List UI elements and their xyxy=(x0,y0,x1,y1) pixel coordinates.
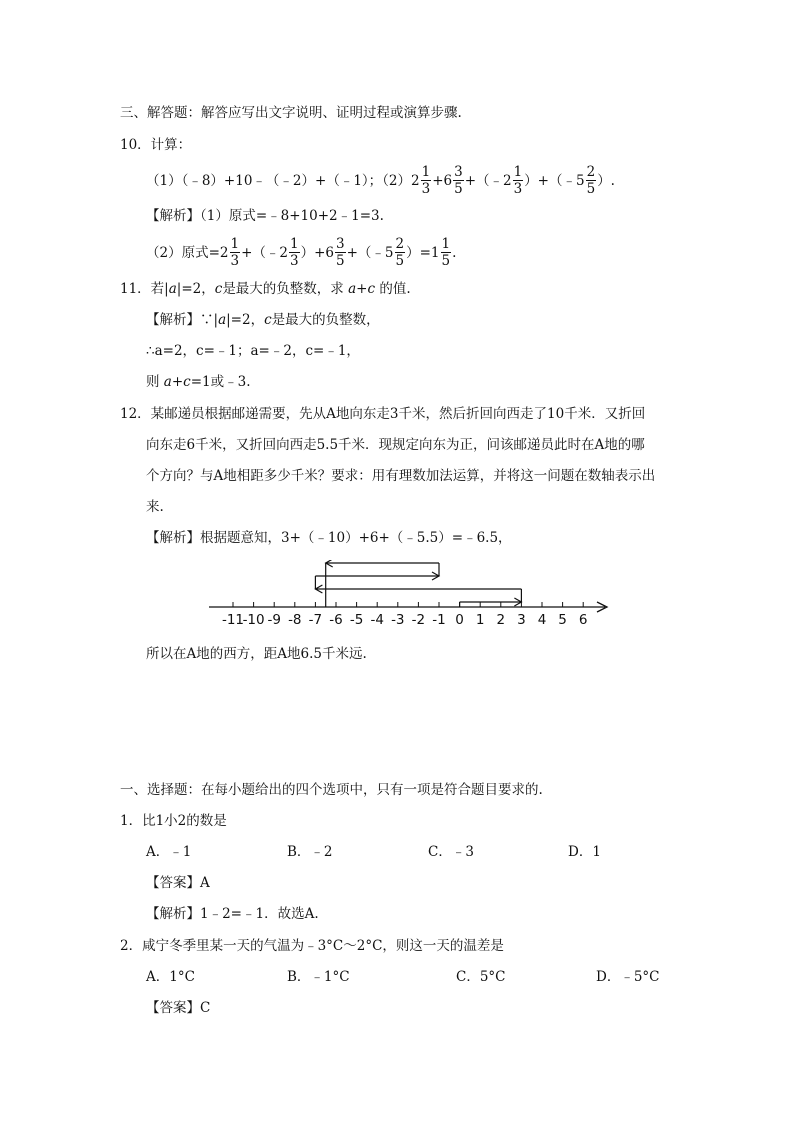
text: 【解析】∵| xyxy=(146,312,219,328)
tick-label: 0 xyxy=(455,612,464,628)
denominator: 5 xyxy=(441,253,451,269)
q12-solution-2: 所以在A地的西方，距A地6.5千米远. xyxy=(146,646,367,662)
tick-label: -1 xyxy=(432,612,446,628)
q11-solution-1 xyxy=(146,310,380,330)
tick-label: 2 xyxy=(496,612,506,628)
fraction xyxy=(513,164,524,197)
var-c: c xyxy=(264,312,272,328)
q12-line-4: 来. xyxy=(146,499,164,515)
numerator: 1 xyxy=(421,164,431,180)
q12-solution-1: 【解析】根据题意知，3+（﹣10）+6+（﹣5.5）=﹣6.5， xyxy=(146,530,512,546)
expr-a-plus-c: a+c xyxy=(163,374,191,390)
numerator: 1 xyxy=(441,236,451,252)
text: |=2， xyxy=(226,312,265,328)
denominator: 5 xyxy=(395,253,405,269)
fraction xyxy=(335,236,346,269)
denominator: 3 xyxy=(513,181,523,197)
q2-option-b: B．﹣1°C xyxy=(287,969,350,985)
tick-label: -3 xyxy=(391,612,405,628)
text: 的值. xyxy=(379,281,411,297)
text: 则 xyxy=(146,374,160,390)
q2-answer: 【答案】C xyxy=(146,1000,211,1016)
q10-answer-2 xyxy=(146,236,456,269)
mixed-fraction xyxy=(411,164,432,197)
fraction xyxy=(441,236,452,269)
tick-label: 4 xyxy=(537,612,547,628)
tick-label: -8 xyxy=(288,612,302,628)
whole-part: 2 xyxy=(411,172,420,189)
operator: ）. xyxy=(597,172,615,189)
numerator: 3 xyxy=(454,164,463,180)
expr-a-plus-c: a+c xyxy=(348,281,376,297)
q12-line-1: 12．某邮递员根据邮递需要，先从A地向东走3千米，然后折回向西走了10千米．又折回 xyxy=(120,406,646,422)
tick-label: 5 xyxy=(558,612,567,628)
tick-label: -7 xyxy=(308,612,323,628)
fraction xyxy=(421,164,432,197)
tick-label: -2 xyxy=(411,612,426,628)
tick-label: 6 xyxy=(578,612,588,628)
fraction xyxy=(289,236,300,269)
tick-label: 1 xyxy=(475,612,485,628)
q12-line-3: 个方向？与A地相距多少千米？要求：用有理数加法运算，并将这一问题在数轴表示出 xyxy=(146,468,656,484)
numerator: 1 xyxy=(290,236,299,252)
var-a: a xyxy=(168,281,177,297)
denominator: 3 xyxy=(421,181,431,197)
fraction xyxy=(453,164,464,197)
tick-label: -6 xyxy=(329,612,343,628)
text: 是最大的负整数， xyxy=(271,312,380,328)
var-c: c xyxy=(214,281,223,297)
section3-heading: 三、解答题：解答应写出文字说明、证明过程或演算步骤. xyxy=(120,105,462,121)
operator: . xyxy=(452,244,457,261)
q1-analysis: 【解析】1﹣2=﹣1．故选A. xyxy=(146,906,319,922)
operator: +（﹣5 xyxy=(346,244,394,261)
operator: ）+（﹣5 xyxy=(524,172,585,189)
denominator: 5 xyxy=(586,181,596,197)
numerator: 1 xyxy=(230,236,240,252)
q1-option-d: D．1 xyxy=(568,844,601,860)
operator: ）=1 xyxy=(406,244,440,261)
tick-label: -10 xyxy=(242,612,265,628)
operator: +（﹣2 xyxy=(464,172,512,189)
fraction xyxy=(395,236,406,269)
denominator: 5 xyxy=(336,253,345,269)
denominator: 5 xyxy=(454,181,463,197)
var-a: a xyxy=(218,312,227,328)
q1-question: 1．比1小2的数是 xyxy=(120,813,227,829)
operator: ）+6 xyxy=(300,244,334,261)
numerator: 2 xyxy=(395,236,405,252)
section1-heading: 一、选择题：在每小题给出的四个选项中，只有一项是符合题目要求的. xyxy=(120,782,543,798)
q2-option-d: D．﹣5°C xyxy=(596,969,660,985)
numerator: 1 xyxy=(513,164,523,180)
tick-label: -4 xyxy=(370,612,384,628)
text: |=2， xyxy=(176,281,215,297)
q1-option-c: C．﹣3 xyxy=(428,844,474,860)
numerator: 2 xyxy=(586,164,596,180)
q10-label: 10．计算： xyxy=(120,137,192,153)
q1-answer: 【答案】A xyxy=(146,875,210,891)
q10-problem xyxy=(146,164,615,197)
fraction xyxy=(230,236,241,269)
number-line-diagram xyxy=(205,560,625,630)
q1-option-b: B．﹣2 xyxy=(287,844,333,860)
tick-label: -11 xyxy=(221,612,245,628)
q10-part1: （1）（﹣8）+10﹣（﹣2）+（﹣1）；（2） xyxy=(146,172,411,189)
q2-option-a: A．1°C xyxy=(146,969,195,985)
q10-answer-1: 【解析】（1）原式=﹣8+10+2﹣1=3. xyxy=(146,208,384,224)
tick-label: -9 xyxy=(267,612,281,628)
text: =1或﹣3. xyxy=(190,374,251,390)
fraction xyxy=(586,164,597,197)
q1-option-a: A．﹣1 xyxy=(146,844,192,860)
q11-solution-3 xyxy=(146,372,251,392)
q2-option-c: C．5°C xyxy=(456,969,506,985)
q12-line-2: 向东走6千米，又折回向西走5.5千米．现规定向东为正，问该邮递员此时在A地的哪 xyxy=(146,437,645,453)
text: 11．若| xyxy=(120,281,169,297)
tick-label: 3 xyxy=(517,612,526,628)
denominator: 3 xyxy=(290,253,299,269)
q2-question: 2．咸宁冬季里某一天的气温为﹣3°C～2°C，则这一天的温差是 xyxy=(120,938,504,954)
tick-label: -5 xyxy=(349,612,364,628)
denominator: 3 xyxy=(230,253,240,269)
answer-prefix: （2）原式=2 xyxy=(146,244,229,261)
operator: +6 xyxy=(432,172,453,189)
q11-question xyxy=(120,279,411,299)
q11-solution-2: ∴a=2，c=﹣1；a=﹣2，c=﹣1， xyxy=(146,343,360,359)
operator: +（﹣2 xyxy=(241,244,288,261)
numerator: 3 xyxy=(336,236,345,252)
text: 是最大的负整数，求 xyxy=(222,281,344,297)
